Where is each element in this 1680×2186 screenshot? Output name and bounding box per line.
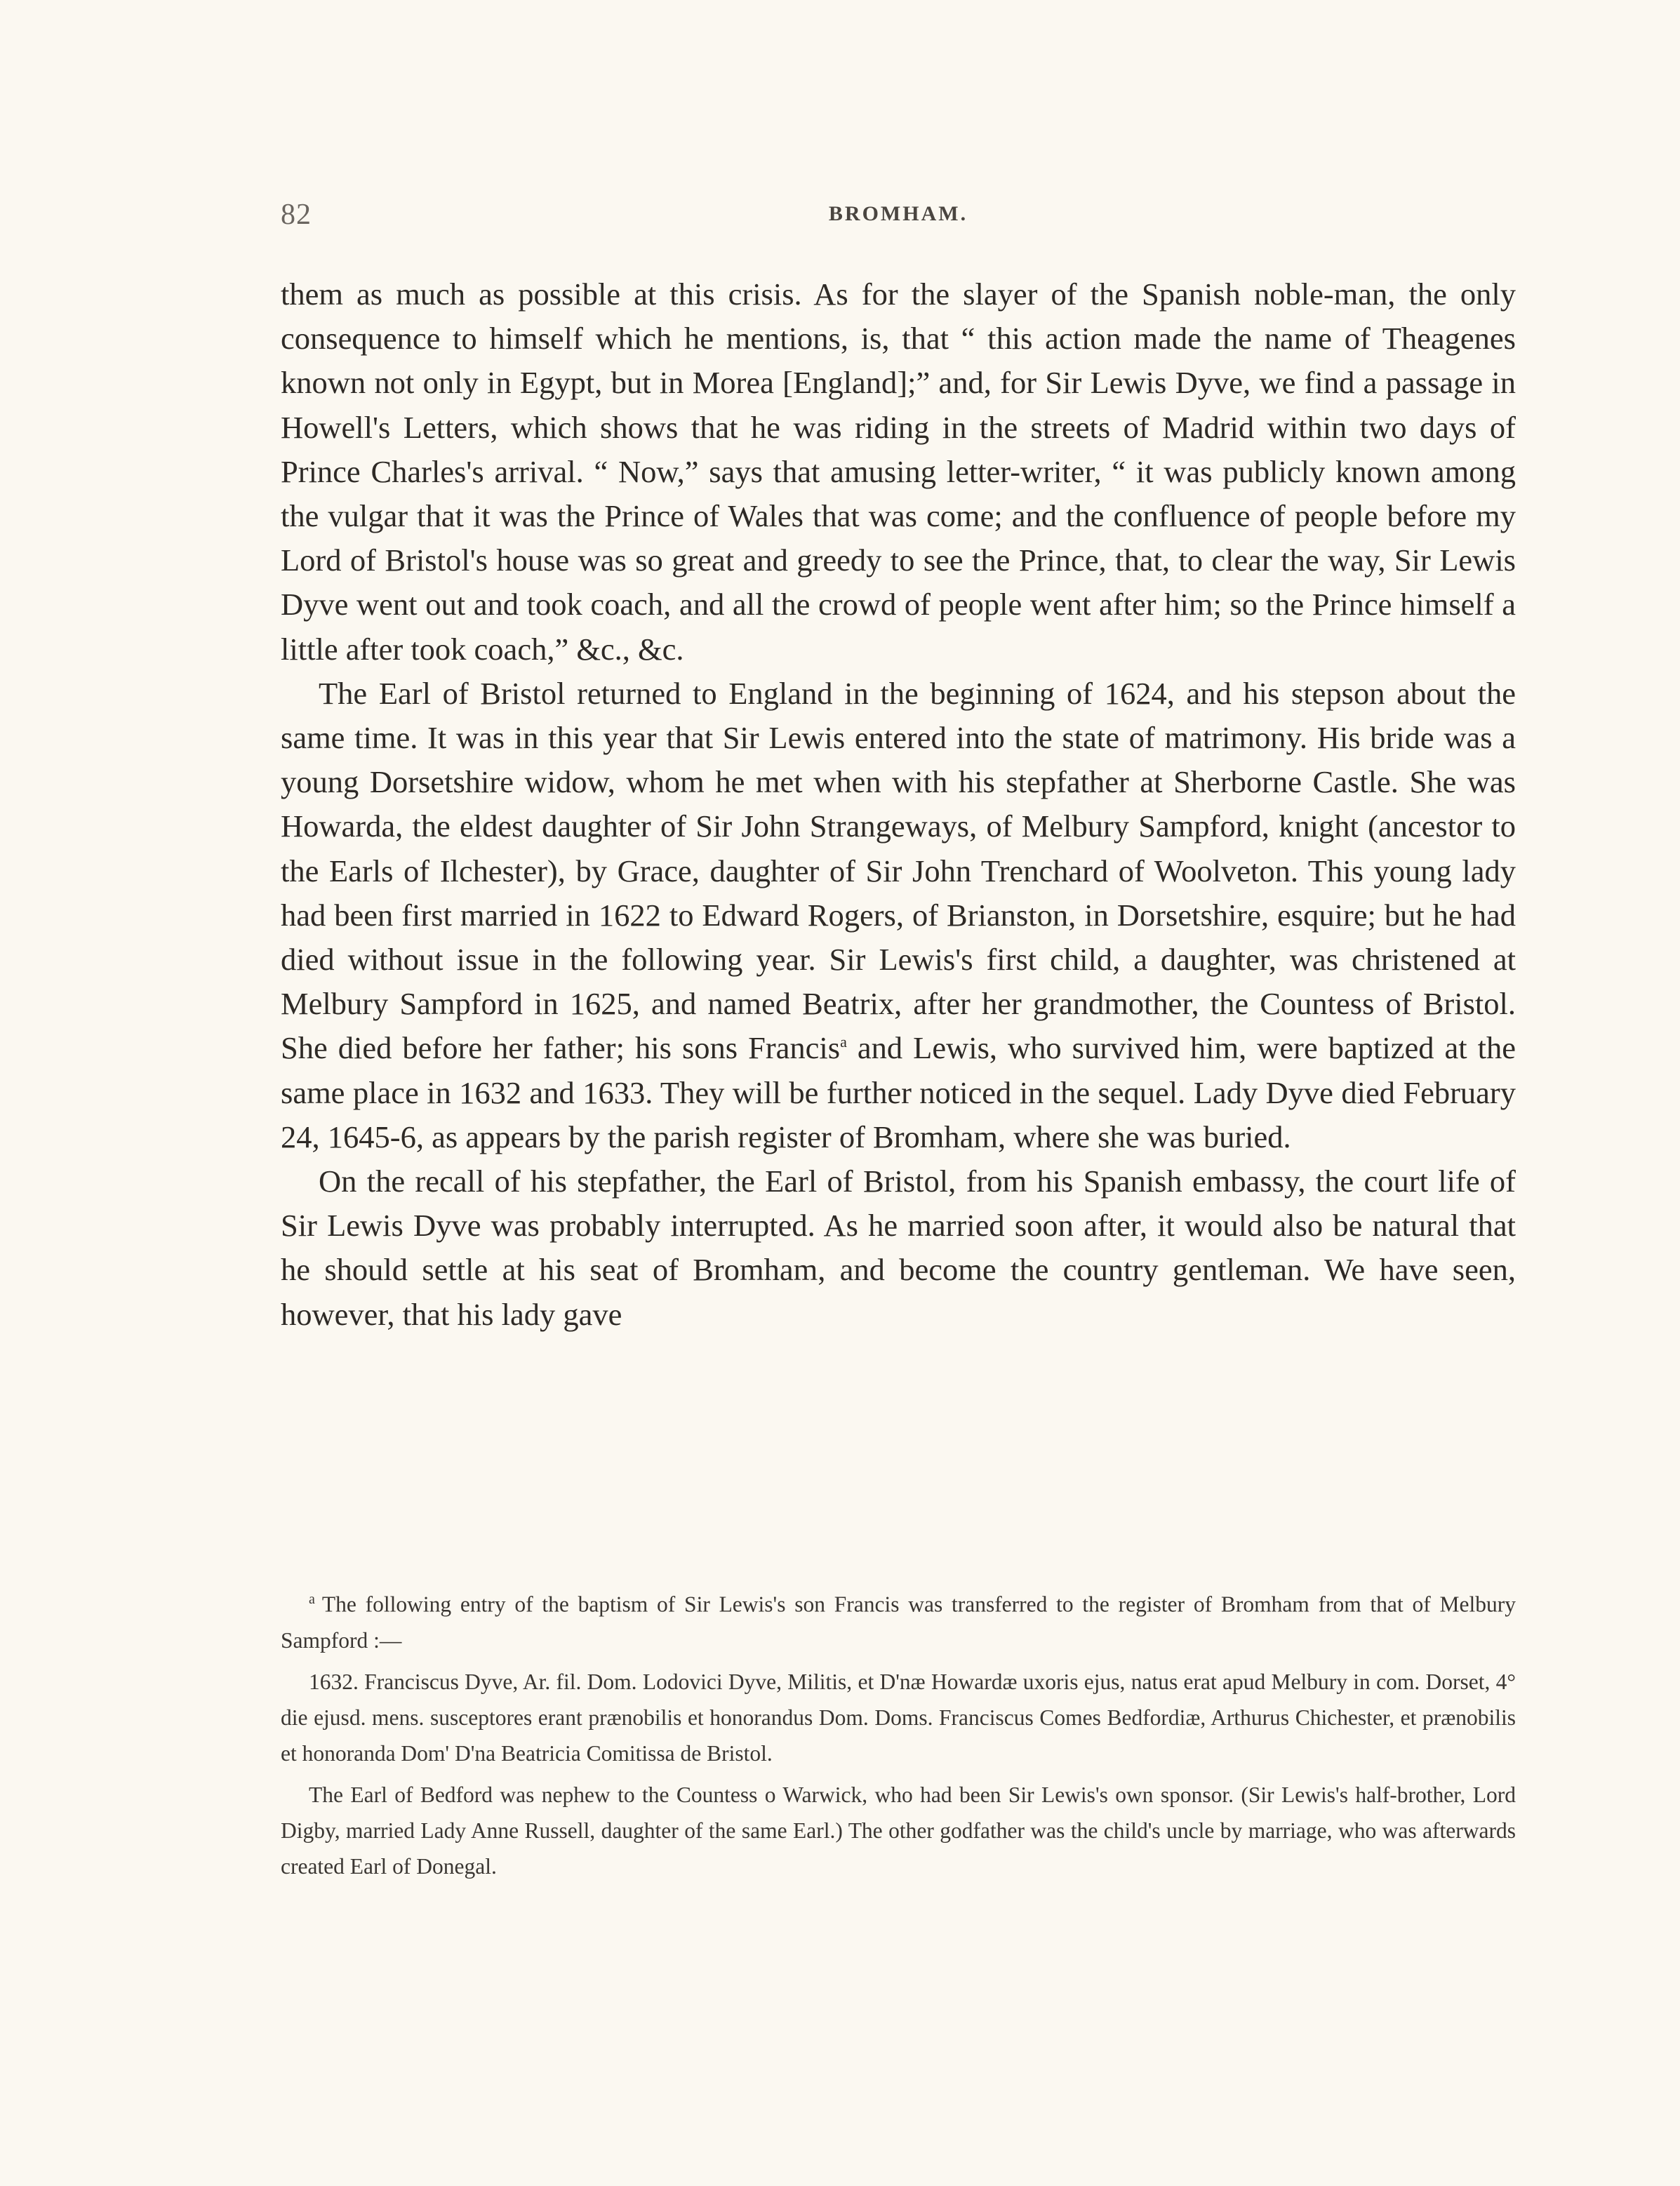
main-text [281,272,1516,1337]
footnote-reference-marker: a [840,1033,847,1051]
paragraph-2-text-b: and Lewis, who survived him, were baptized at the same place in 1632 and 1633. They will be further noticed in the sequel. Lady Dyve died February 24, 1645-6, as appears by the parish register of Bromham, where she was buried. [281,1030,1516,1154]
footnotes [281,1582,1516,1890]
page-number: 82 [281,199,312,231]
paragraph-1: them as much as possible at this crisis. As for the slayer of the Spanish noble-man, the only consequence to himself which he mentions, is, that “ this action made the name of Theagenes known not only in Egypt, but in Morea [England];” and, for Sir Lewis Dyve, we find a passage in Howell's Letters, which shows that he was riding in the streets of Madrid within two days of Prince Charles's arrival. “ Now,” says that amusing letter-writer, “ it was publicly known among the vulgar that it was the Prince of Wales that was come; and the confluence of people before my Lord of Bristol's house was so great and greedy to see the Prince, that, to clear the way, Sir Lewis Dyve went out and took coach, and all the crowd of people went after him; so the Prince himself a little after took coach,” &c., &c. [281,276,1516,667]
paragraph-3: On the recall of his stepfather, the Earl of Bristol, from his Spanish embassy, the court life of Sir Lewis Dyve was probably interrupted. As he married soon after, it would also be natural that he should settle at his seat of Bromham, and become the country gentleman. We have seen, however, that his lady gave [281,1164,1516,1332]
footnote-3: The Earl of Bedford was nephew to the Countess o Warwick, who had been Sir Lewis's own sponsor. (Sir Lewis's half-brother, Lord Digby, married Lady Anne Russell, daughter of the same Earl.) The other godfather was the child's uncle by marriage, who was afterwards created Earl of Donegal. [281,1782,1516,1879]
footnote-2: 1632. Franciscus Dyve, Ar. fil. Dom. Lodovici Dyve, Militis, et D'næ Howardæ uxoris ejus, natus erat apud Melbury in com. Dorset, 4° die ejusd. mens. susceptores erant prænobilis et honorandus Dom. Doms. Franciscus Comes Bedfordiæ, Arthurus Chichester, et prænobilis et honoranda Dom' D'na Beatricia Comitissa de Bristol. [281,1669,1516,1766]
footnote-marker: a [309,1592,315,1607]
paragraph-2-text-a: The Earl of Bristol returned to England in the beginning of 1624, and his stepson about the same time. It was in this year that Sir Lewis entered into the state of matrimony. His bride was a young Dorsetshire widow, whom he met when with his stepfather at Sherborne Castle. She was Howarda, the eldest daughter of Sir John Strangeways, of Melbury Sampford, knight (ancestor to the Earls of Ilchester), by Grace, daughter of Sir John Trenchard of Woolveton. This young lady had been first married in 1622 to Edward Rogers, of Brianston, in Dorsetshire, esquire; but he had died without issue in the following year. Sir Lewis's first child, a daughter, was christened at Melbury Sampford in 1625, and named Beatrix, after her grandmother, the Countess of Bristol. She died before her father; his sons Francis [281,675,1516,1066]
paragraph-2 [281,672,1516,1159]
running-title: BROMHAM. [828,202,968,225]
running-head [281,198,1516,240]
footnote-1 [281,1582,1516,1658]
footnote-1-text: The following entry of the baptism of Sir Lewis's son Francis was transferred to the register of Bromham from that of Melbury Sampford :— [281,1592,1516,1653]
